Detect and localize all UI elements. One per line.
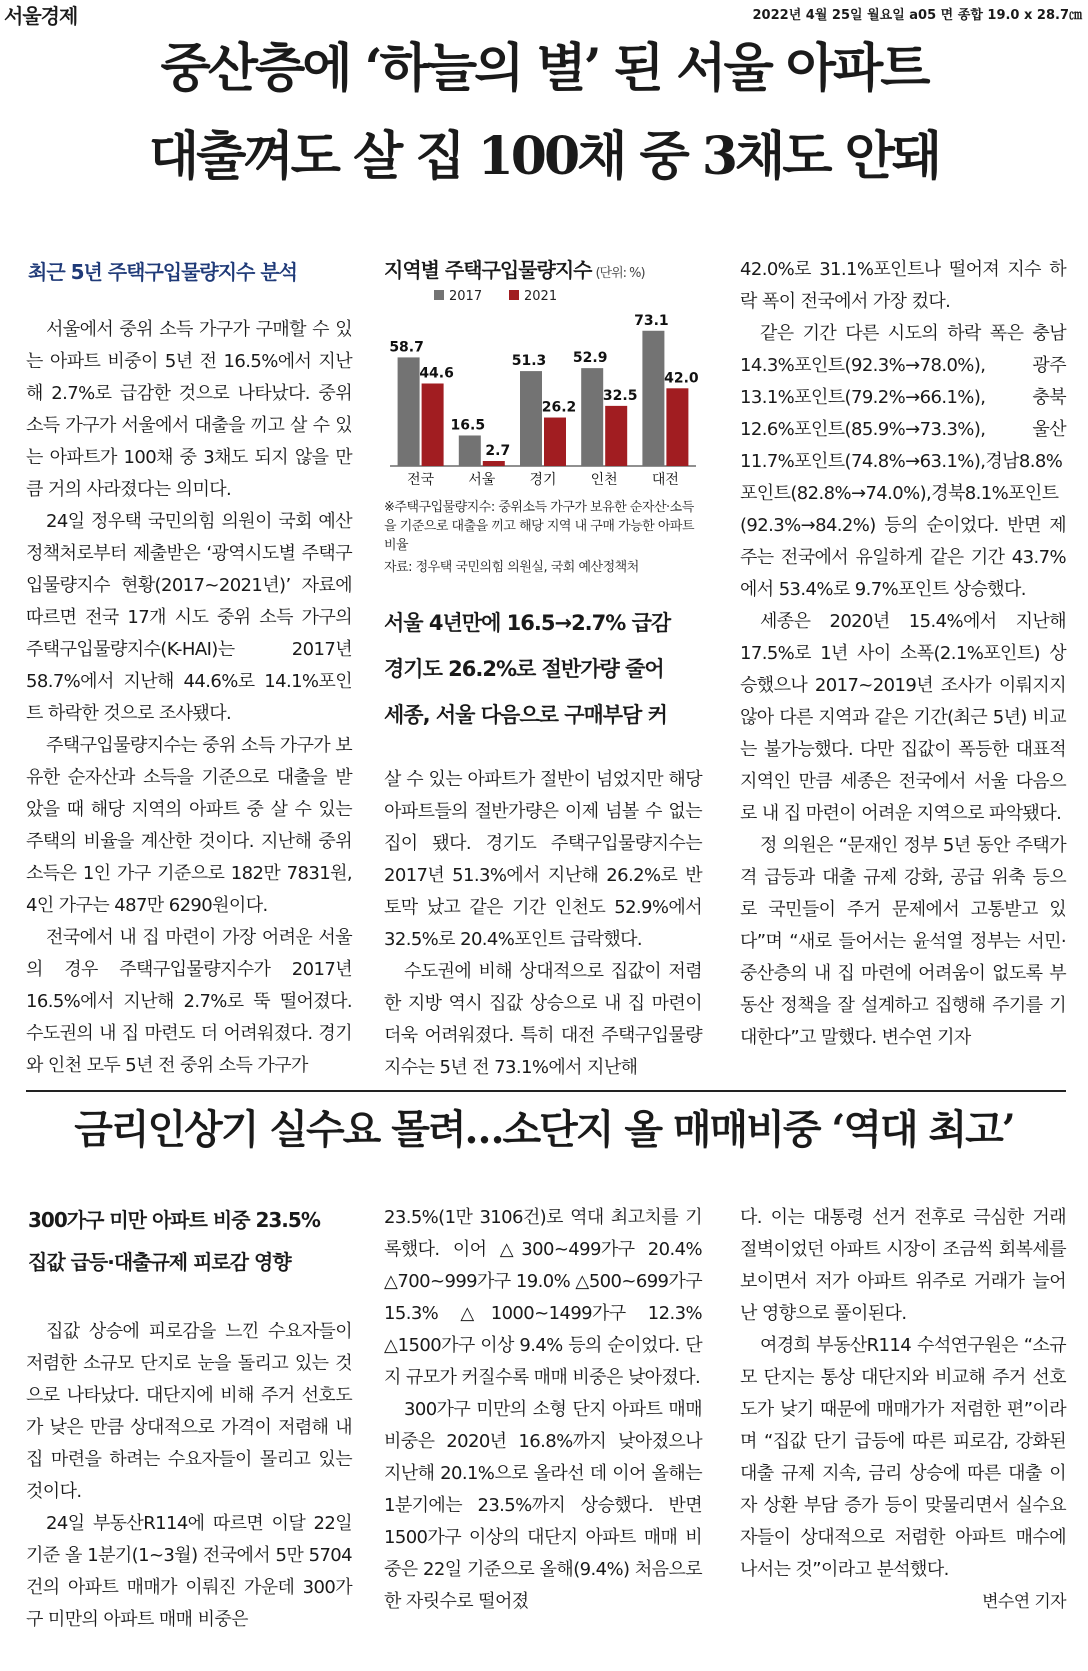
bar-2021 — [605, 406, 627, 466]
article2-column-2 — [384, 1202, 702, 1618]
bar-2017 — [398, 357, 420, 466]
data-label: 58.7 — [389, 339, 424, 356]
issue-info: 2022년 4월 25일 월요일 a05 면 종합 19.0 x 28.7㎝ — [752, 8, 1082, 23]
article-divider — [26, 1090, 1066, 1092]
article2-column-3 — [740, 1202, 1066, 1618]
article1-subhead: 최근 5년 주택구입물량지수 분석 — [28, 260, 297, 284]
data-label: 32.5 — [602, 387, 638, 404]
article2-subhead-1: 300가구 미만 아파트 비중 23.5% — [28, 1208, 320, 1232]
bar-2021 — [544, 418, 566, 466]
article1-column-1 — [26, 314, 352, 1082]
data-label: 42.0 — [664, 370, 699, 387]
data-label: 16.5 — [450, 417, 486, 434]
paragraph: 집값 상승에 피로감을 느낀 수요자들이 저렴한 소규모 단지로 눈을 돌리고 있는 것으로 나타났다. 대단지에 비해 주거 선호도가 낮은 만큼 상대적으로 가격이 저렴해 내 집 마련을 하려는 수요자들이 몰리고 있는 것이다. — [26, 1321, 352, 1502]
article2-byline: 변수연 기자 — [982, 1592, 1066, 1612]
data-label: 52.9 — [572, 350, 608, 367]
chart-source: 자료: 정우택 국민의힘 의원실, 국회 예산정책처 — [384, 560, 639, 575]
category-label: 전국 — [407, 472, 435, 488]
deck-line: 세종, 서울 다음으로 구매부담 커 — [384, 703, 667, 727]
bar-2021 — [483, 461, 505, 466]
bar-2017 — [520, 371, 542, 466]
paragraph: 24일 정우택 국민의힘 의원이 국회 예산정책처로부터 제출받은 ‘광역시도별 주택구입물량지수 현황(2017~2021년)’ 자료에 따르면 전국 17개 시도 중위 소득 가구의 주택구입물량지수(K-HAI)는 2017년 58.7%에서 지난해 44.6%로 14.1%포인트 하락한 것으로 조사됐다. — [26, 511, 352, 724]
paragraph: 24일 부동산R114에 따르면 이달 22일 기준 올 1분기(1~3월) 전국에서 5만 5704건의 아파트 매매가 이뤄진 가운데 300가구 미만의 아파트 매매 비중은 — [26, 1513, 352, 1630]
data-label: 2.7 — [485, 443, 511, 460]
paragraph: 전국에서 내 집 마련이 가장 어려운 서울의 경우 주택구입물량지수가 2017년 16.5%에서 지난해 2.7%로 뚝 떨어졌다. 수도권의 내 집 마련도 더 어려워졌다. 경기와 인천 모두 5년 전 중위 소득 가구가 — [26, 927, 352, 1076]
category-label: 대전 — [651, 472, 679, 488]
paragraph: 살 수 있는 아파트가 절반이 넘었지만 해당 아파트들의 절반가량은 이제 넘볼 수 없는 집이 됐다. 경기도 주택구입물량지수는 2017년 51.3%에서 지난해 26.2%로 반토막 났고 같은 기간 인천도 52.9%에서 32.5%로 20.4%포인트 급락했다. — [384, 769, 702, 950]
bar-2017 — [581, 368, 603, 466]
category-label: 인천 — [590, 472, 618, 488]
headline-line-1: 중산층에 ‘하늘의 별’ 된 서울 아파트 — [160, 38, 928, 99]
deck-line: 서울 4년만에 16.5→2.7% 급감 — [384, 611, 671, 635]
category-label: 경기 — [529, 472, 557, 488]
paragraph: 서울에서 중위 소득 가구가 구매할 수 있는 아파트 비중이 5년 전 16.5%에서 지난해 2.7%로 급감한 것으로 나타났다. 중위 소득 가구가 서울에서 대출을 끼고 살 수 있는 아파트가 100채 중 3채도 되지 않을 만큼 거의 사라졌다는 의미다. — [26, 319, 352, 500]
masthead — [0, 0, 1088, 26]
paragraph: 다. 이는 대통령 선거 전후로 극심한 거래 절벽이었던 아파트 시장이 조금씩 회복세를 보이면서 저가 아파트 위주로 거래가 늘어난 영향으로 풀이된다. — [740, 1207, 1066, 1324]
legend-swatch — [434, 290, 444, 300]
legend-label: 2021 — [524, 289, 558, 304]
legend-swatch — [509, 290, 519, 300]
data-label: 26.2 — [541, 399, 577, 416]
deck-line: 경기도 26.2%로 절반가량 줄어 — [384, 657, 664, 681]
category-label: 서울 — [468, 472, 496, 488]
chart-title — [384, 254, 645, 283]
bar-chart — [384, 254, 702, 580]
paragraph: 정 의원은 “문재인 정부 5년 동안 주택가격 급등과 대출 규제 강화, 공급 위축 등으로 국민들이 주거 문제에서 고통받고 있다”며 “새로 들어서는 윤석열 정부는 서민·중산층의 내 집 마련에 어려움이 없도록 부동산 정책을 잘 설계하고 집행해 주기를 기대한다”고 말했다. 변수연 기자 — [740, 835, 1066, 1048]
paragraph: 세종은 2020년 15.4%에서 지난해 17.5%로 1년 사이 소폭(2.1%포인트) 상승했으나 2017~2019년 조사가 이뤄지지 않아 다른 지역과 같은 기간(최근 5년) 비교는 불가능했다. 다만 집값이 폭등한 대표적 지역인 만큼 세종은 전국에서 서울 다음으로 내 집 마련이 어려운 지역으로 파악됐다. — [740, 611, 1066, 824]
paragraph: 여경희 부동산R114 수석연구원은 “소규모 단지는 통상 대단지와 비교해 주거 선호도가 낮기 때문에 매매가가 저렴한 편”이라며 “집값 단기 급등에 따른 피로감, 강화된 대출 규제 지속, 금리 상승에 따른 대출 이자 상환 부담 증가 등이 맞물리면서 실수요자들이 상대적으로 저렴한 아파트 매수에 나서는 것”이라고 분석했다. — [740, 1335, 1066, 1580]
paragraph: 같은 기간 다른 시도의 하락 폭은 충남 14.3%포인트(92.3%→78.0%), 광주 13.1%포인트(79.2%→66.1%), 충북 12.6%포인트(85.9%→73.3%), 울산 11.7%포인트(74.8%→63.1%),경남8.8%포인트(82.8%→74.0%),경북8.1%포인트(92.3%→84.2%) 등의 순이었다. 반면 제주는 전국에서 유일하게 같은 기간 43.7%에서 53.4%로 9.7%포인트 상승했다. — [740, 323, 1066, 600]
chart-note: ※주택구입물량지수: 중위소득 가구가 보유한 순자산·소득을 기준으로 대출을 끼고 해당 지역 내 구매 가능한 아파트 비율 — [384, 500, 695, 553]
data-label: 44.6 — [419, 365, 454, 382]
chart-plot — [384, 284, 702, 496]
article2-headline: 금리인상기 실수요 몰려…소단지 올 매매비중 ‘역대 최고’ — [74, 1106, 1014, 1153]
bar-2021 — [666, 388, 688, 466]
headline-line-2: 대출껴도 살 집 100채 중 3채도 안돼 — [148, 126, 940, 187]
paragraph: 42.0%로 31.1%포인트나 떨어져 지수 하락 폭이 전국에서 가장 컸다. — [740, 259, 1066, 312]
article2-column-1 — [26, 1316, 352, 1636]
article1-deck — [384, 600, 702, 738]
chart-title-text: 지역별 주택구입물량지수 — [384, 258, 592, 282]
article1-column-3 — [740, 254, 1066, 1054]
bar-2017 — [459, 435, 481, 466]
paragraph: 주택구입물량지수는 중위 소득 가구가 보유한 순자산과 소득을 기준으로 대출을 받았을 때 해당 지역의 아파트 중 살 수 있는 주택의 비율을 계산한 것이다. 지난해 중위 소득은 1인 가구 기준으로 182만 7831원, 4인 가구는 487만 6290원이다. — [26, 735, 352, 916]
chart-unit: (단위: %) — [595, 266, 645, 281]
bar-2021 — [422, 383, 444, 466]
article1-column-2 — [384, 764, 702, 1084]
data-label: 51.3 — [511, 353, 547, 370]
data-label: 73.1 — [634, 312, 669, 329]
legend-label: 2017 — [449, 289, 483, 304]
bar-2017 — [642, 331, 664, 466]
paragraph: 23.5%(1만 3106건)로 역대 최고치를 기록했다. 이어 △300~499가구 20.4% △700~999가구 19.0% △500~699가구 15.3% △1000~1499가구 12.3% △1500가구 이상 9.4% 등의 순이었다. 단지 규모가 커질수록 매매 비중은 낮아졌다. — [384, 1207, 702, 1388]
newspaper-name: 서울경제 — [4, 4, 78, 28]
paragraph: 수도권에 비해 상대적으로 집값이 저렴한 지방 역시 집값 상승으로 내 집 마련이 더욱 어려워졌다. 특히 대전 주택구입물량지수는 5년 전 73.1%에서 지난해 — [384, 961, 702, 1078]
article2-subhead-2: 집값 급등·대출규제 피로감 영향 — [28, 1250, 291, 1274]
paragraph: 300가구 미만의 소형 단지 아파트 매매 비중은 2020년 16.8%까지 낮아졌으나 지난해 20.1%으로 올라선 데 이어 올해는 1분기에는 23.5%까지 상승했다. 반면 1500가구 이상의 대단지 아파트 매매 비중은 22일 기준으로 올해(9.4%) 처음으로 한 자릿수로 떨어졌 — [384, 1399, 702, 1612]
